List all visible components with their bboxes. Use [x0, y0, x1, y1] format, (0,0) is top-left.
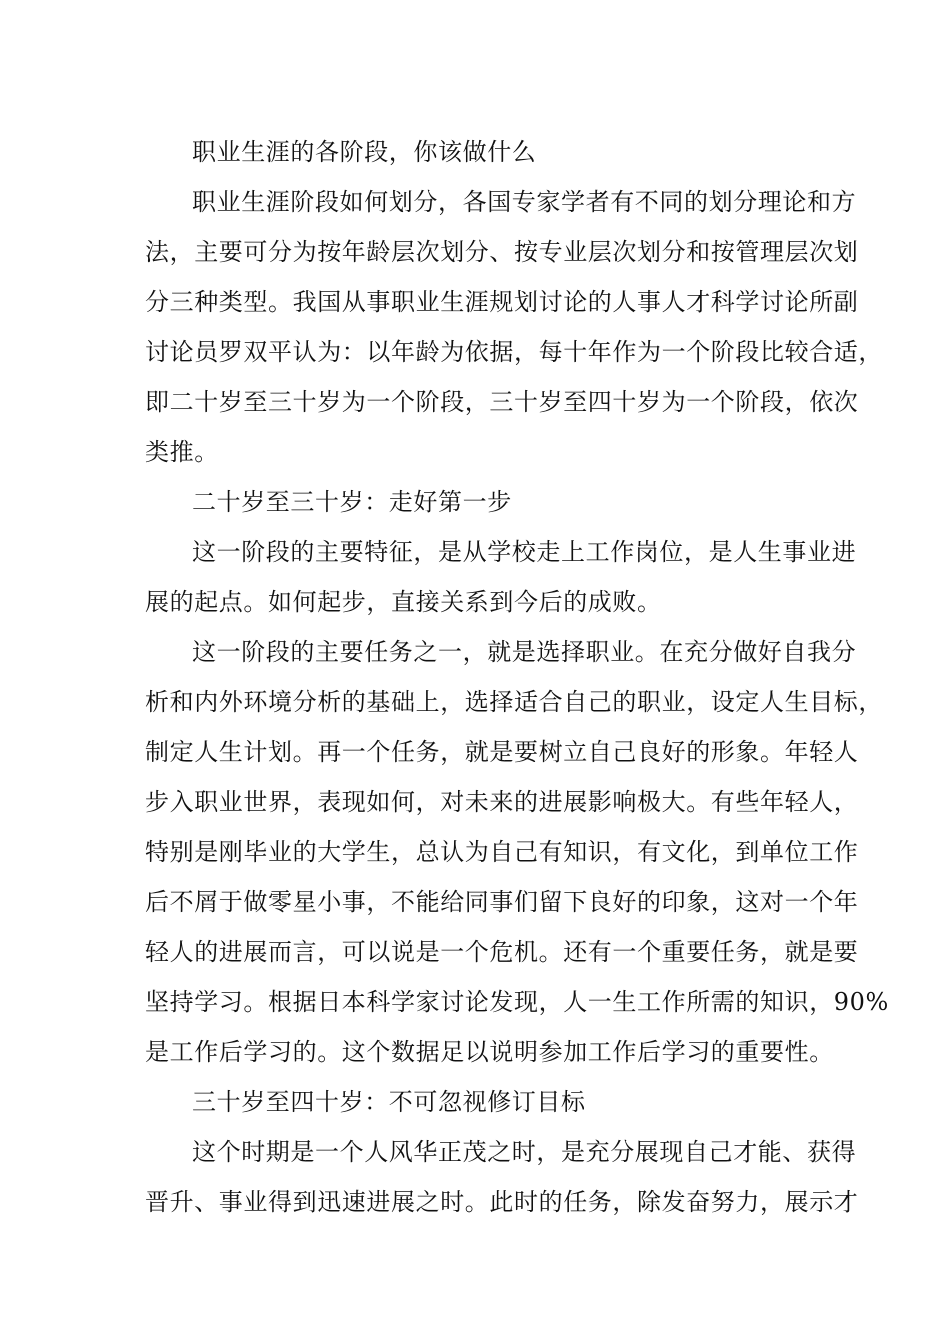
- paragraph-line: 坚持学习。根据日本科学家讨论发现，人一生工作所需的知识，90%: [145, 988, 889, 1016]
- paragraph-line: 即二十岁至三十岁为一个阶段，三十岁至四十岁为一个阶段，依次: [145, 388, 859, 416]
- paragraph-line: 特别是刚毕业的大学生，总认为自己有知识，有文化，到单位工作: [145, 838, 859, 866]
- paragraph-line: 这一阶段的主要任务之一，就是选择职业。在充分做好自我分: [192, 638, 857, 666]
- paragraph-line: 讨论员罗双平认为：以年龄为依据，每十年作为一个阶段比较合适，: [145, 338, 883, 366]
- paragraph-line: 法，主要可分为按年龄层次划分、按专业层次划分和按管理层次划: [145, 238, 859, 266]
- paragraph-line: 晋升、事业得到迅速进展之时。此时的任务，除发奋努力，展示才: [145, 1188, 859, 1216]
- paragraph-line: 是工作后学习的。这个数据足以说明参加工作后学习的重要性。: [145, 1038, 834, 1066]
- heading-age-20-30: 二十岁至三十岁：走好第一步: [192, 488, 512, 516]
- paragraph-line: 这个时期是一个人风华正茂之时，是充分展现自己才能、获得: [192, 1138, 857, 1166]
- heading-age-30-40: 三十岁至四十岁：不可忽视修订目标: [192, 1088, 586, 1116]
- paragraph-line: 析和内外环境分析的基础上，选择适合自己的职业，设定人生目标，: [145, 688, 883, 716]
- paragraph-line: 后不屑于做零星小事，不能给同事们留下良好的印象，这对一个年: [145, 888, 859, 916]
- paragraph-line: 制定人生计划。再一个任务，就是要树立自己良好的形象。年轻人: [145, 738, 859, 766]
- paragraph-line: 分三种类型。我国从事职业生涯规划讨论的人事人才科学讨论所副: [145, 288, 859, 316]
- paragraph-line: 类推。: [145, 438, 219, 466]
- heading-career-stages: 职业生涯的各阶段，你该做什么: [192, 138, 537, 166]
- paragraph-line: 展的起点。如何起步，直接关系到今后的成败。: [145, 588, 662, 616]
- paragraph-line: 步入职业世界，表现如何，对未来的进展影响极大。有些年轻人，: [145, 788, 859, 816]
- paragraph-line: 职业生涯阶段如何划分，各国专家学者有不同的划分理论和方: [192, 188, 857, 216]
- paragraph-line: 这一阶段的主要特征，是从学校走上工作岗位，是人生事业进: [192, 538, 857, 566]
- paragraph-line: 轻人的进展而言，可以说是一个危机。还有一个重要任务，就是要: [145, 938, 859, 966]
